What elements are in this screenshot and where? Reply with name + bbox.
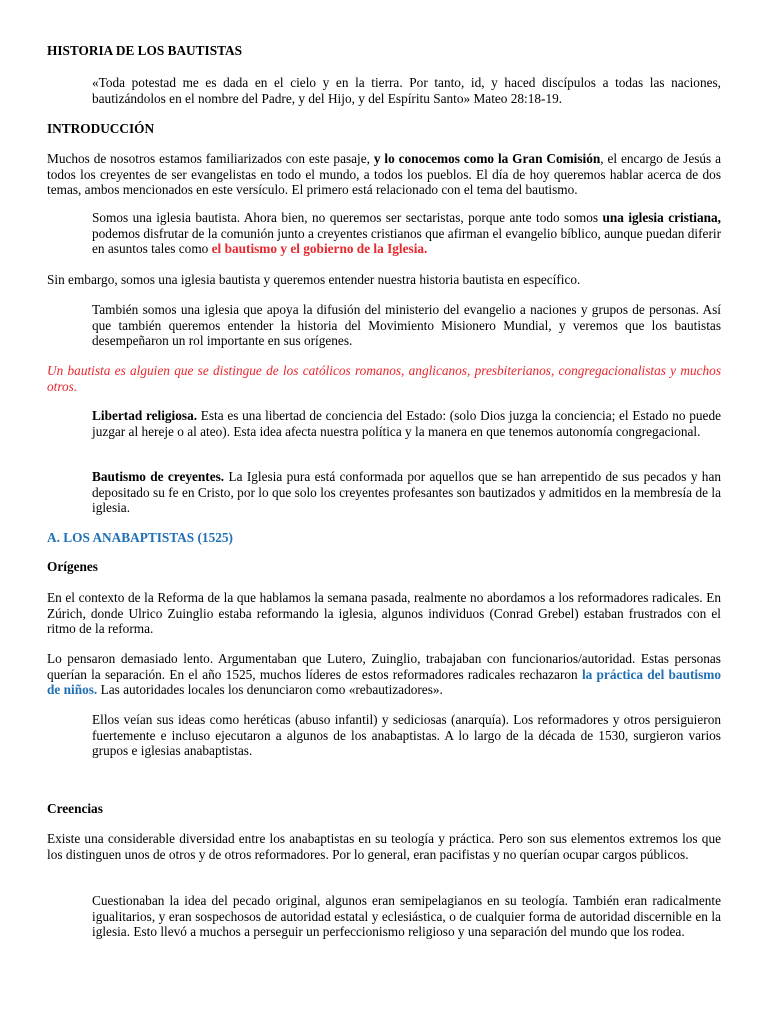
intro-paragraph-1: Muchos de nosotros estamos familiarizados con este pasaje, y lo conocemos como la Gran Comisión, el encargo de Jesús a todos los creyentes de ser evangelistas en todo el mundo, a todos los pueblos. El día de hoy queremos hablar acerca de dos temas, ambos mencionados en este versículo. El primero está relacionado con el tema del bautismo. — [47, 151, 722, 198]
gran-comision-emphasis: y lo conocemos como la Gran Comisión — [373, 151, 601, 166]
document-title: HISTORIA DE LOS BAUTISTAS — [47, 43, 242, 58]
iglesia-cristiana-emphasis: una iglesia cristiana, — [602, 210, 722, 225]
believers-baptism-term: Bautismo de creyentes. — [92, 469, 225, 484]
intro-heading: INTRODUCCIÓN — [47, 121, 155, 136]
intro-paragraph-2: Somos una iglesia bautista. Ahora bien, no queremos ser sectaristas, porque ante todo somos una iglesia cristiana, podemos disfrutar de la comunión junto a creyentes cristianos que afirman el evangelio bíblico, aunque puedan diferir en asuntos tales como el bautismo y el gobierno de la Iglesia. — [92, 210, 722, 257]
origins-heading: Orígenes — [47, 559, 98, 574]
origins-paragraph-2: Lo pensaron demasiado lento. Argumentaban que Lutero, Zuinglio, trabajaban con funcionarios/autoridad. Estas personas querían la separación. En el año 1525, muchos líderes de estos reformadores radicales rechazaron la práctica del bautismo de niños. Las autoridades locales los denunciaron como «rebautizadores». — [47, 651, 721, 698]
beliefs-paragraph-1: Existe una considerable diversidad entre los anabaptistas en su teología y práctica. Pero son sus elementos extremos los que los distinguen unos de otros y de otros reformadores. Por lo general, eran pacifistas y no querían ocupar cargos públicos. — [47, 831, 721, 862]
section-a-heading: A. LOS ANABAPTISTAS (1525) — [47, 530, 233, 545]
religious-liberty-paragraph: Libertad religiosa. Esta es una libertad de conciencia del Estado: (solo Dios juzga la conciencia; el Estado no puede juzgar al hereje o al ateo). Esta idea afecta nuestra política y la manera en que tenemos autonomía congregacional. — [92, 408, 721, 439]
bautismo-gobierno-emphasis: el bautismo y el gobierno de la Iglesia. — [211, 241, 428, 257]
religious-liberty-term: Libertad religiosa. — [92, 408, 198, 423]
baptist-definition: Un bautista es alguien que se distingue de los católicos romanos, anglicanos, presbiterianos, congregacionalistas y muchos otros. — [47, 363, 721, 394]
intro-paragraph-4: También somos una iglesia que apoya la difusión del ministerio del evangelio a naciones y grupos de personas. Así que también queremos entender la historia del Movimiento Misionero Mundial, y veremos que los bautistas desempeñaron un rol importante en sus orígenes. — [92, 302, 721, 349]
infant-baptism-emphasis: la práctica del bautismo de niños. — [47, 666, 721, 698]
beliefs-heading: Creencias — [47, 801, 103, 816]
epigraph-quote: «Toda potestad me es dada en el cielo y en la tierra. Por tanto, id, y haced discípulos a todas las naciones, bautizándolos en el nombre del Padre, y del Hijo, y del Espíritu Santo» Mateo 28:18-19. — [92, 75, 721, 106]
beliefs-paragraph-2: Cuestionaban la idea del pecado original, algunos eran semipelagianos en su teología. También eran radicalmente igualitarios, y eran sospechosos de autoridad estatal y eclesiástica, o de cualquier forma de autoridad discernible en la iglesia. Esto llevó a muchos a perseguir un perfeccionismo religioso y una separación del mundo que los rodea. — [92, 893, 721, 940]
origins-paragraph-3: Ellos veían sus ideas como heréticas (abuso infantil) y sediciosas (anarquía). Los reformadores y otros persiguieron fuertemente e incluso ejecutaron a algunos de los anabaptistas. A lo largo de la década de 1530, surgieron varios grupos e iglesias anabaptistas. — [92, 712, 721, 759]
origins-paragraph-1: En el contexto de la Reforma de la que hablamos la semana pasada, realmente no abordamos a los reformadores radicales. En Zúrich, donde Ulrico Zuinglio estaba reformando la iglesia, algunos individuos (Conrad Grebel) estaban frustrados con el ritmo de la reforma. — [47, 590, 721, 637]
believers-baptism-paragraph: Bautismo de creyentes. La Iglesia pura está conformada por aquellos que se han arrepentido de sus pecados y han depositado su fe en Cristo, por lo que solo los creyentes profesantes son bautizados y admitidos en la membresía de la iglesia. — [92, 469, 721, 516]
intro-paragraph-3: Sin embargo, somos una iglesia bautista y queremos entender nuestra historia bautista en específico. — [47, 272, 581, 287]
